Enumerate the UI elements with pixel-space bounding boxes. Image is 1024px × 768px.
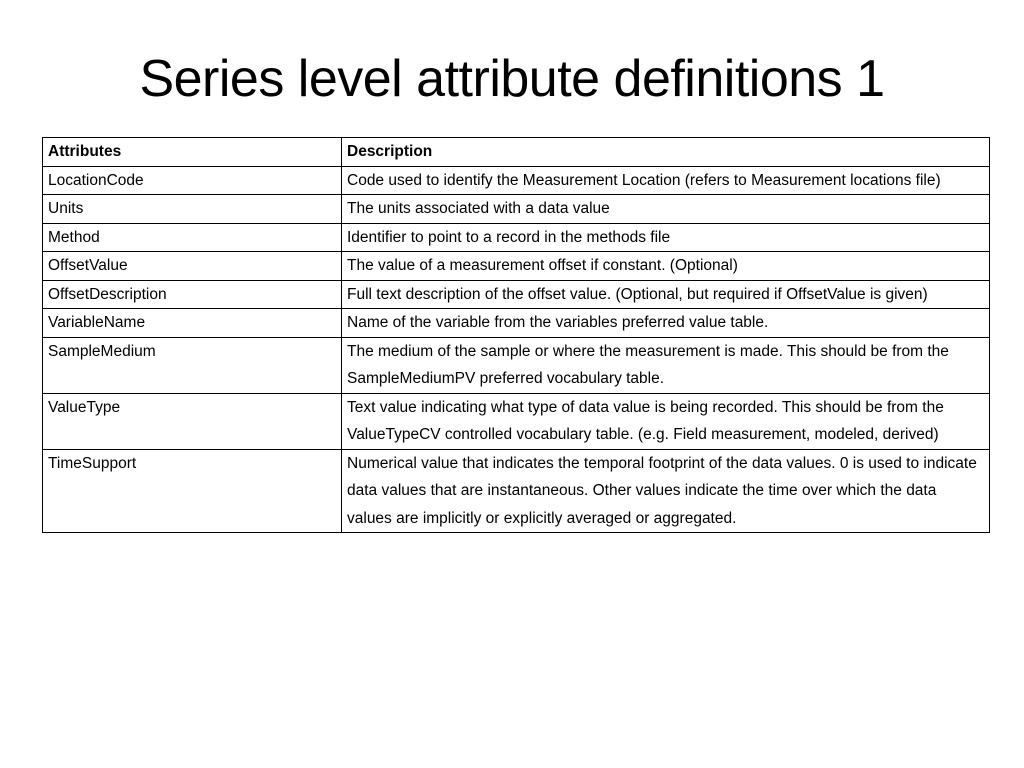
attribute-cell: ValueType (43, 393, 342, 449)
table-row (43, 223, 990, 252)
description-cell: The units associated with a data value (342, 195, 990, 224)
slide-title: Series level attribute definitions 1 (139, 50, 885, 108)
attribute-cell: OffsetDescription (43, 280, 342, 309)
attribute-cell: Units (43, 195, 342, 224)
table-header-row (43, 138, 990, 167)
attribute-cell: LocationCode (43, 166, 342, 195)
description-cell: The medium of the sample or where the measurement is made. This should be from the SampleMediumPV preferred vocabulary table. (342, 337, 990, 393)
description-cell: Name of the variable from the variables preferred value table. (342, 309, 990, 338)
table-row (43, 252, 990, 281)
table-row (43, 393, 990, 449)
table-row (43, 449, 990, 533)
table-row (43, 337, 990, 393)
table-row (43, 195, 990, 224)
attribute-cell: SampleMedium (43, 337, 342, 393)
table-row (43, 309, 990, 338)
description-cell: Code used to identify the Measurement Location (refers to Measurement locations file) (342, 166, 990, 195)
attribute-cell: OffsetValue (43, 252, 342, 281)
table-row (43, 166, 990, 195)
attribute-cell: TimeSupport (43, 449, 342, 533)
description-cell: The value of a measurement offset if constant. (Optional) (342, 252, 990, 281)
table-row (43, 280, 990, 309)
header-description: Description (342, 138, 990, 167)
attribute-cell: Method (43, 223, 342, 252)
description-cell: Text value indicating what type of data value is being recorded. This should be from the ValueTypeCV controlled vocabulary table. (e.g. Field measurement, modeled, derived) (342, 393, 990, 449)
description-cell: Numerical value that indicates the temporal footprint of the data values. 0 is used to indicate data values that are instantaneous. Other values indicate the time over which the data values are implicitly or explicitly averaged or aggregated. (342, 449, 990, 533)
attribute-cell: VariableName (43, 309, 342, 338)
description-cell: Identifier to point to a record in the methods file (342, 223, 990, 252)
header-attributes: Attributes (43, 138, 342, 167)
description-cell: Full text description of the offset value. (Optional, but required if OffsetValue is given) (342, 280, 990, 309)
attribute-definitions-table (42, 137, 990, 533)
